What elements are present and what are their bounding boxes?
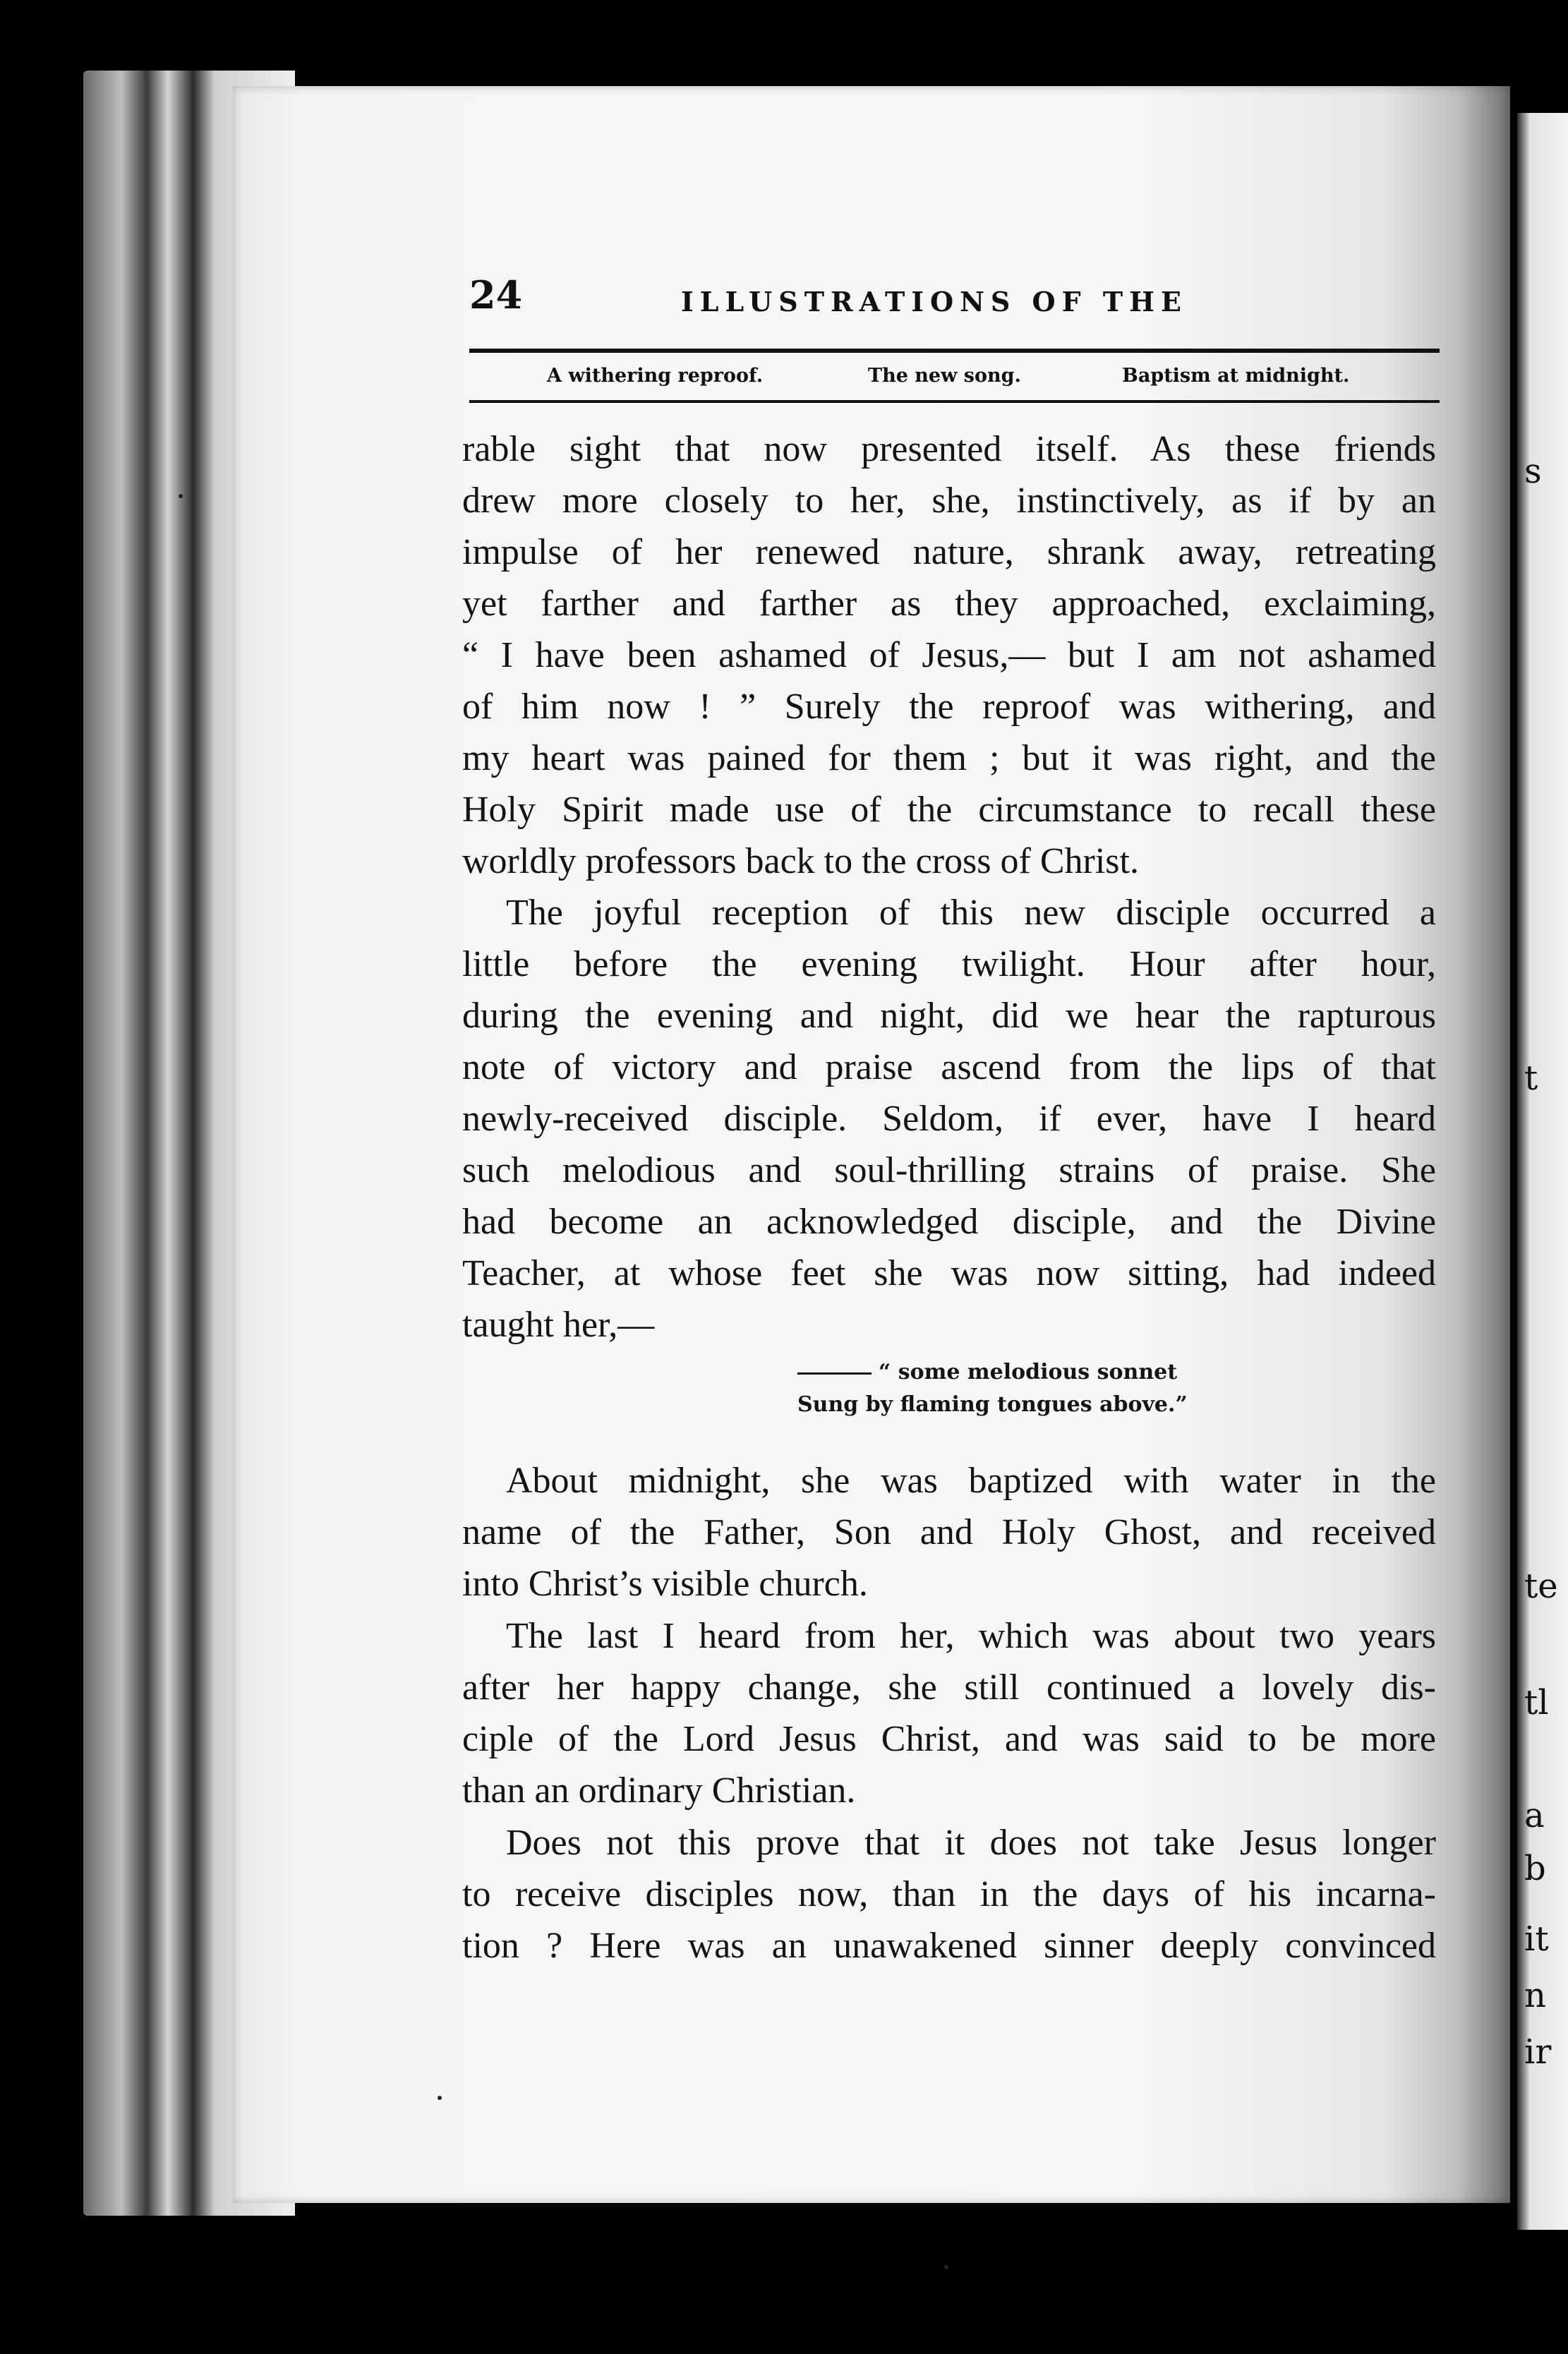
quote-line: “ some melodious sonnet: [879, 1360, 1178, 1384]
paper-speck: [179, 494, 183, 498]
page-number: 24: [469, 272, 523, 318]
facing-fragment: tl: [1524, 1683, 1549, 1722]
text-line: name of the Father, Son and Holy Ghost, and received: [462, 1512, 1436, 1552]
subhead-baptism: Baptism at midnight.: [1122, 365, 1350, 387]
facing-fragment: b: [1524, 1849, 1546, 1888]
paragraph-4: [462, 1610, 1436, 1816]
text-line: “ I have been ashamed of Jesus,— but I am not ashamed: [462, 635, 1436, 675]
section-subheads: [469, 362, 1440, 393]
text-line: my heart was pained for them ; but it was right, and the: [462, 738, 1436, 778]
facing-fragment: s: [1524, 452, 1542, 491]
paragraph-3: [462, 1455, 1436, 1610]
text-line: Teacher, at whose feet she was now sitting, had indeed: [462, 1253, 1436, 1293]
subhead-new-song: The new song.: [868, 365, 1021, 387]
paragraph-2: [462, 887, 1436, 1351]
text-line: tion ? Here was an unawakened sinner deeply convinced: [462, 1926, 1436, 1966]
facing-fragment: n: [1524, 1976, 1546, 2015]
text-line: than an ordinary Christian.: [462, 1770, 856, 1811]
facing-fragment: te: [1524, 1567, 1558, 1606]
text-line: yet farther and farther as they approached, exclaiming,: [462, 584, 1436, 624]
text-line: The joyful reception of this new disciple occurred a: [506, 893, 1436, 933]
subhead-withering-reproof: A withering reproof.: [547, 365, 764, 387]
text-line: Holy Spirit made use of the circumstance to recall these: [462, 790, 1436, 830]
text-line: after her happy change, she still continued a lovely dis-: [462, 1667, 1436, 1708]
facing-fragment: ir: [1524, 2032, 1552, 2072]
text-line: had become an acknowledged disciple, and the Divine: [462, 1202, 1436, 1242]
header-rule-bottom: [469, 400, 1440, 403]
text-line: The last I heard from her, which was about two years: [506, 1616, 1436, 1656]
text-line: during the evening and night, did we hear the rapturous: [462, 996, 1436, 1036]
quote-dash: [797, 1372, 872, 1375]
facing-fragment: it: [1524, 1919, 1549, 1959]
text-line: note of victory and praise ascend from the lips of that: [462, 1047, 1436, 1087]
text-line: to receive disciples now, than in the days of his incarna-: [462, 1874, 1436, 1914]
facing-fragment: a: [1524, 1796, 1545, 1835]
verse-quotation: [797, 1356, 1188, 1421]
text-line: such melodious and soul-thrilling strains of praise. She: [462, 1150, 1436, 1190]
facing-fragment: t: [1524, 1058, 1538, 1098]
text-line: impulse of her renewed nature, shrank away, retreating: [462, 532, 1436, 572]
quote-line: Sung by flaming tongues above.”: [797, 1392, 1188, 1417]
text-line: into Christ’s visible church.: [462, 1564, 868, 1604]
text-line: About midnight, she was baptized with water in the: [506, 1461, 1436, 1501]
text-line: rable sight that now presented itself. As these friends: [462, 429, 1436, 469]
text-line: worldly professors back to the cross of Christ.: [462, 841, 1139, 881]
text-line: newly-received disciple. Seldom, if ever, have I heard: [462, 1099, 1436, 1139]
paper-speck: [438, 2096, 442, 2100]
running-title: ILLUSTRATIONS OF THE: [681, 286, 1188, 318]
text-line: drew more closely to her, she, instinctively, as if by an: [462, 481, 1436, 521]
paragraph-5: [462, 1817, 1436, 1972]
paper-speck: [944, 2265, 948, 2269]
text-line: little before the evening twilight. Hour after hour,: [462, 944, 1436, 984]
text-line: Does not this prove that it does not take Jesus longer: [506, 1823, 1436, 1863]
paragraph-1: [462, 423, 1436, 887]
text-line: of him now ! ” Surely the reproof was withering, and: [462, 687, 1436, 727]
text-line: ciple of the Lord Jesus Christ, and was said to be more: [462, 1719, 1436, 1759]
text-line: taught her,—: [462, 1305, 655, 1345]
facing-page-edge: [1517, 113, 1568, 2230]
header-rule-top: [469, 349, 1440, 353]
